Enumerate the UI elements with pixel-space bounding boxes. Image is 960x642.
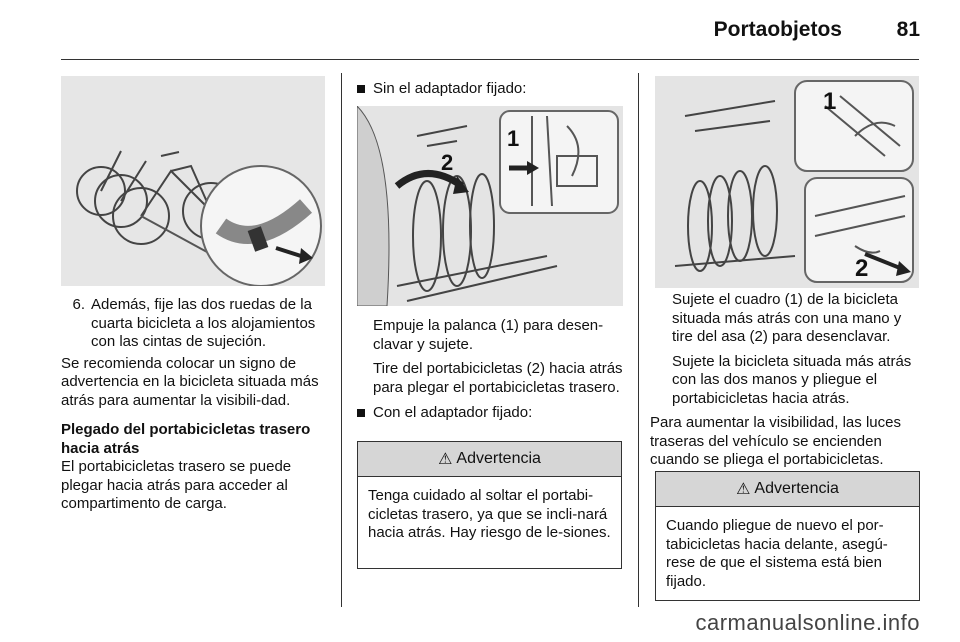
warning-text: Cuando pliegue de nuevo el por-tabicicletas hacia delante, asegú-rese de que el sistema está bien fijado.: [666, 517, 888, 590]
figure-label-2: 2: [441, 150, 454, 175]
taillight-note: Para aumentar la visibilidad, las luces traseras del vehículo se encienden cuando se pliega el portabicicletas.: [650, 414, 901, 468]
visibility-note: Se recomienda colocar un signo de advertencia en la bicicleta situada más atrás para aumentar la visibili-dad.: [61, 354, 319, 409]
page-title: Portaobjetos: [713, 18, 842, 41]
illustration-fold-rack: [655, 76, 919, 288]
figure-label-2: 2: [855, 255, 869, 282]
column-3: [650, 291, 923, 470]
column-divider-1: [341, 73, 342, 607]
bullet-text: Sin el adaptador fijado:: [373, 80, 527, 97]
bullet-with-adapter: [357, 404, 627, 423]
watermark: carmanualsonline.info: [695, 610, 920, 635]
warning-icon: ⚠: [736, 481, 751, 498]
warning-icon: ⚠: [438, 451, 453, 468]
step-number: 6.: [72, 296, 85, 313]
warning-title: Advertencia: [754, 480, 839, 497]
bullet-square: [357, 85, 365, 93]
warning-box-1: [357, 441, 622, 569]
lever-instruction: Empuje la palanca (1) para desen-clavar y sujete.: [373, 317, 604, 353]
warning-header: [656, 472, 919, 507]
page-number: 81: [896, 18, 920, 41]
bullet-square: [357, 409, 365, 417]
illustration-lever-release: [357, 106, 623, 306]
column-2-middle: [357, 317, 627, 423]
warning-text: Tenga cuidado al soltar el portabi-cicletas trasero, ya que se incli-nará hacia atrás. Hay riesgo de le-siones.: [368, 487, 611, 541]
bullet-text: Con el adaptador fijado:: [373, 404, 533, 421]
step-6: [61, 296, 329, 352]
warning-header: [358, 442, 621, 477]
figure-bike-straps: [61, 76, 325, 286]
hold-frame-instruction: Sujete el cuadro (1) de la bicicleta situada más atrás con una mano y tire del asa (2) para desenclavar.: [672, 291, 902, 345]
column-1: [61, 296, 329, 514]
section-text: El portabicicletas trasero se puede plegar hacia atrás para acceder al compartimento de carga.: [61, 458, 292, 512]
column-divider-2: [638, 73, 639, 607]
figure-label-1: 1: [823, 88, 837, 115]
bullet-no-adapter: [357, 80, 627, 99]
fold-instruction: Sujete la bicicleta situada más atrás con las dos manos y pliegue el portabicicletas hacia atrás.: [672, 352, 912, 407]
warning-title: Advertencia: [456, 450, 541, 467]
header-rule: [61, 59, 919, 60]
column-2-top: [357, 80, 627, 99]
section-heading: Plegado del portabicicletas trasero hacia atrás: [61, 421, 311, 457]
figure-label-1: 1: [507, 126, 520, 151]
illustration-bike-straps: [61, 76, 325, 286]
figure-fold-rack: [655, 76, 919, 288]
pull-instruction: Tire del portabicicletas (2) hacia atrás para plegar el portabicicletas trasero.: [373, 360, 623, 396]
figure-lever-release: [357, 106, 623, 306]
warning-box-2: [655, 471, 920, 601]
step-text: Además, fije las dos ruedas de la cuarta bicicleta a los alojamientos con las cintas de sujeción.: [91, 296, 316, 350]
